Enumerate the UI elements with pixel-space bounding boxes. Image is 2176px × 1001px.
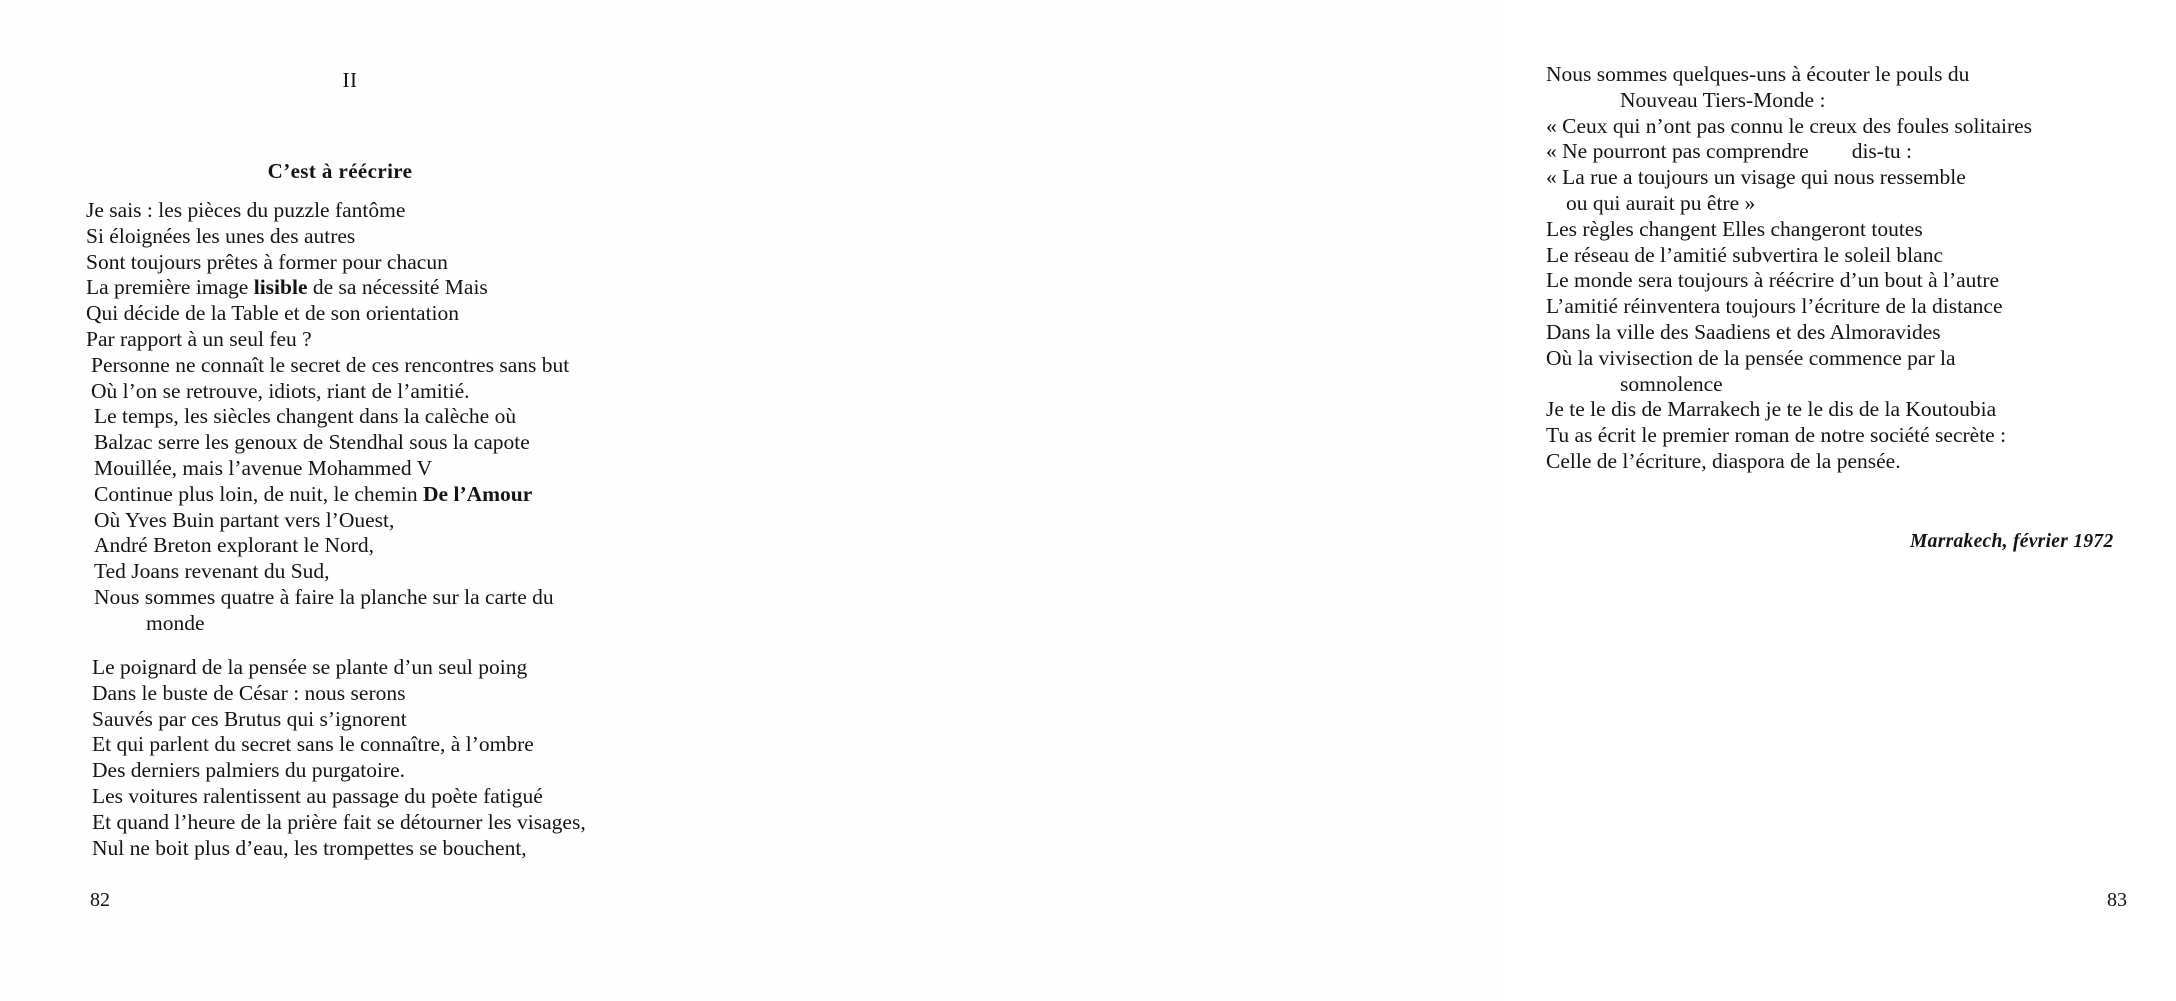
verse-line: Le réseau de l’amitié subvertira le soleil blanc [1546, 242, 1943, 267]
verse-line: Balzac serre les genoux de Stendhal sous la capote [94, 430, 530, 455]
verse-line: Des derniers palmiers du purgatoire. [92, 758, 406, 783]
verse-line: Et qui parlent du secret sans le connaître, à l’ombre [92, 732, 534, 757]
left-page [0, 0, 750, 1001]
verse-line: L’amitié réinventera toujours l’écriture de la distance [1546, 294, 2003, 319]
verse-line: Où l’on se retrouve, idiots, riant de l’amitié. [91, 378, 470, 403]
verse-line: « Ne pourront pas comprendre dis-tu : [1546, 139, 1913, 164]
right-page [750, 0, 2127, 1001]
verse-line: « La rue a toujours un visage qui nous ressemble [1546, 165, 1966, 190]
verse-line: Le temps, les siècles changent dans la calèche où [94, 404, 517, 429]
verse-line: La première image lisible de sa nécessité Mais [86, 275, 488, 300]
verse-line: Celle de l’écriture, diaspora de la pensée. [1546, 448, 1901, 473]
verse-line: Sauvés par ces Brutus qui s’ignorent [92, 706, 407, 731]
verse-line: Et quand l’heure de la prière fait se détourner les visages, [92, 809, 586, 834]
folio-right: 83 [2107, 889, 2127, 911]
verse-line: somnolence [1620, 371, 1723, 396]
verse-line: Qui décide de la Table et de son orientation [86, 301, 460, 326]
verse-line: Tu as écrit le premier roman de notre société secrète : [1546, 423, 2007, 448]
verse-line: Je te le dis de Marrakech je te le dis de la Koutoubia [1546, 397, 1997, 422]
poem-stanza-one [86, 198, 706, 637]
poem-title: C’est à réécrire [267, 159, 413, 184]
section-numeral: II [342, 68, 358, 92]
emphasis-text: lisible [253, 275, 308, 300]
verse-line: Les voitures ralentissent au passage du poète fatigué [92, 783, 543, 808]
verse-line: Dans le buste de César : nous serons [92, 680, 406, 705]
verse-line: monde [146, 610, 205, 635]
verse-line: Nul ne boit plus d’eau, les trompettes se bouchent, [92, 835, 527, 860]
verse-line: ou qui aurait pu être » [1566, 190, 1756, 215]
verse-line: Mouillée, mais l’avenue Mohammed V [94, 455, 433, 480]
verse-line: Personne ne connaît le secret de ces rencontres sans but [91, 352, 570, 377]
poem-stanza-two [92, 655, 712, 861]
verse-line: Nous sommes quelques-uns à écouter le pouls du [1546, 62, 1970, 86]
verse-line: Par rapport à un seul feu ? [86, 326, 312, 351]
verse-line: Dans la ville des Saadiens et des Almoravides [1546, 319, 1941, 344]
verse-line: Je sais : les pièces du puzzle fantôme [86, 198, 406, 222]
verse-line: Le poignard de la pensée se plante d’un seul poing [92, 655, 528, 679]
verse-line: Sont toujours prêtes à former pour chacun [86, 249, 448, 274]
verse-line: Continue plus loin, de nuit, le chemin De l’Amour [94, 481, 533, 506]
verse-line: André Breton explorant le Nord, [94, 533, 375, 558]
verse-line: Nous sommes quatre à faire la planche sur la carte du [94, 584, 554, 609]
emphasis-text: De l’Amour [423, 481, 533, 506]
verse-line: Nouveau Tiers-Monde : [1620, 87, 1826, 112]
verse-line: Où la vivisection de la pensée commence par la [1546, 345, 1956, 370]
poem-stanza-three [1546, 62, 2176, 475]
verse-line: Si éloignées les unes des autres [86, 223, 356, 248]
verse-line: Où Yves Buin partant vers l’Ouest, [94, 507, 395, 532]
verse-line: Ted Joans revenant du Sud, [94, 559, 330, 584]
verse-line: Le monde sera toujours à réécrire d’un bout à l’autre [1546, 268, 2000, 293]
folio-left: 82 [90, 889, 110, 911]
verse-line: Les règles changent Elles changeront toutes [1546, 216, 1923, 241]
dateline: Marrakech, février 1972 [1910, 531, 2114, 552]
verse-line: « Ceux qui n’ont pas connu le creux des foules solitaires [1546, 113, 2033, 138]
